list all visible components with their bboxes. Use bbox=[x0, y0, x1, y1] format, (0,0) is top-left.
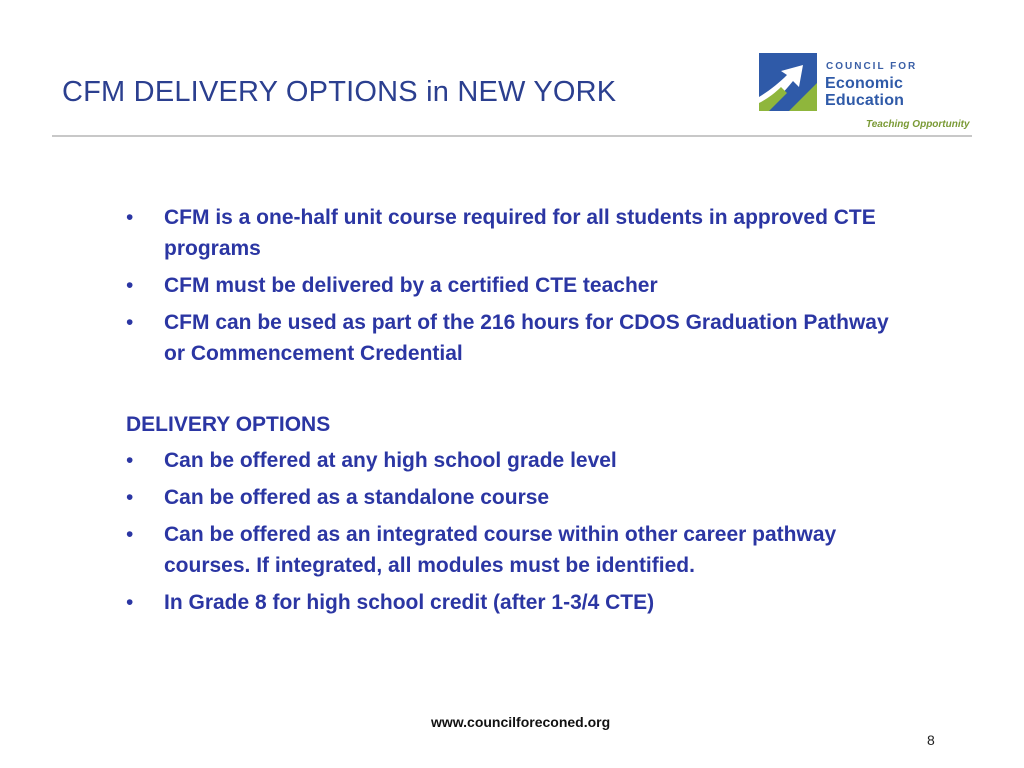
list-item bbox=[126, 587, 906, 618]
bullet-glyph: • bbox=[126, 486, 134, 509]
list-item bbox=[126, 307, 906, 369]
list-item bbox=[126, 519, 906, 581]
list-item-text: Can be offered as an integrated course within other career pathway courses. If integrated, all modules must be identified. bbox=[164, 523, 837, 577]
list-item bbox=[126, 445, 906, 476]
list-item bbox=[126, 270, 906, 301]
bullet-glyph: • bbox=[126, 523, 134, 546]
delivery-options-heading: DELIVERY OPTIONS bbox=[126, 413, 331, 436]
logo-text-council-for: COUNCIL FOR bbox=[826, 61, 918, 72]
arrow-mark-icon bbox=[759, 53, 817, 111]
slide-body bbox=[126, 202, 906, 624]
title-divider bbox=[52, 135, 972, 137]
list-item bbox=[126, 482, 906, 513]
logo-text-education: Education bbox=[825, 92, 905, 109]
list-item-text: CFM can be used as part of the 216 hours for CDOS Graduation Pathway or Commencement Credential bbox=[164, 311, 889, 365]
list-item-text: Can be offered at any high school grade level bbox=[164, 449, 617, 472]
slide-title: CFM DELIVERY OPTIONS in NEW YORK bbox=[62, 76, 617, 108]
requirements-list bbox=[126, 202, 906, 369]
list-item-text: CFM is a one-half unit course required for all students in approved CTE programs bbox=[164, 206, 876, 260]
list-item-text: CFM must be delivered by a certified CTE teacher bbox=[164, 274, 658, 297]
bullet-glyph: • bbox=[126, 449, 134, 472]
list-item-text: Can be offered as a standalone course bbox=[164, 486, 550, 509]
delivery-options-list bbox=[126, 445, 906, 618]
list-item bbox=[126, 202, 906, 264]
bullet-glyph: • bbox=[126, 206, 134, 229]
logo-text-economic: Economic bbox=[825, 75, 904, 92]
bullet-glyph: • bbox=[126, 311, 134, 334]
footer-website-link[interactable]: www.councilforeconed.org bbox=[431, 714, 611, 730]
bullet-glyph: • bbox=[126, 591, 134, 614]
page-number: 8 bbox=[927, 732, 935, 748]
council-logo bbox=[759, 52, 974, 136]
logo-tagline: Teaching Opportunity bbox=[866, 119, 970, 130]
bullet-glyph: • bbox=[126, 274, 134, 297]
list-item-text: In Grade 8 for high school credit (after 1-3/4 CTE) bbox=[164, 591, 655, 614]
